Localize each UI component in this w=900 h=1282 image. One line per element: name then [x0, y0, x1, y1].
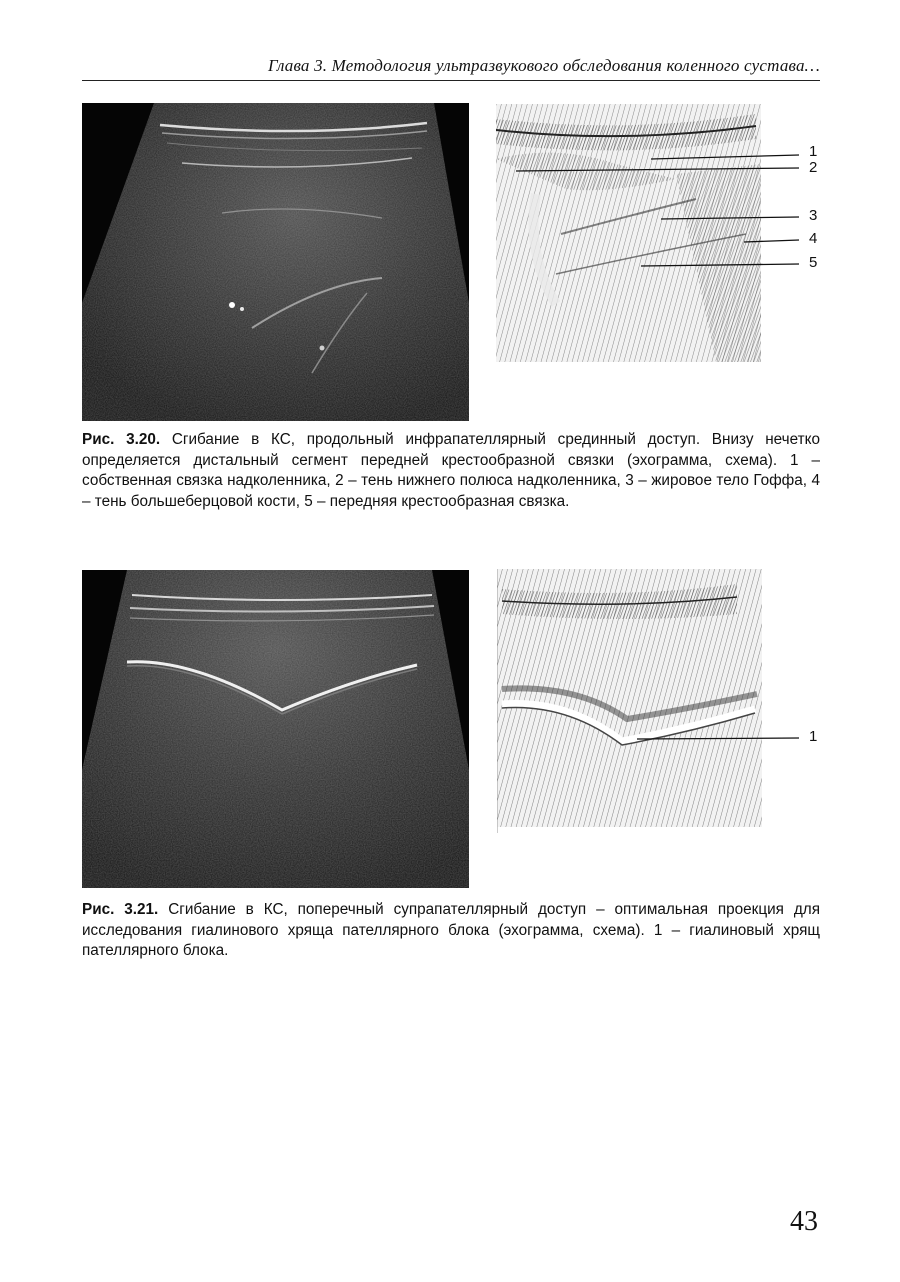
fig-3-20-callout-2: 2 — [809, 159, 818, 176]
running-header: Глава 3. Методология ультразвукового обследования коленного сустава… — [267, 56, 820, 75]
fig-3-21-caption — [82, 900, 820, 962]
fig-3-20-echogram — [82, 103, 469, 421]
fig-3-20-callout-5: 5 — [809, 254, 818, 271]
fig-3-21-label: Рис. 3.21. — [82, 901, 159, 918]
fig-3-20-caption-text: Сгибание в КС, продольный инфрапателлярный срединный доступ. Внизу нечетко определяется дистальный сегмент передней крестообразной связки (эхограмма, схема). 1 – собственная связка надколенника, 2 – тень нижнего полюса надколенника, 3 – жировое тело Гоффа, 4 – тень большеберцовой кости, 5 – передняя крестообразная связка. — [82, 431, 821, 510]
page-number: 43 — [790, 1206, 818, 1237]
fig-3-20-caption — [82, 430, 820, 512]
fig-3-20-label: Рис. 3.20. — [82, 431, 161, 448]
fig-3-21-leader-line — [497, 569, 807, 769]
fig-3-20-callout-4: 4 — [809, 230, 818, 247]
fig-3-21-echogram — [82, 570, 469, 888]
fig-3-21-callout-1: 1 — [809, 728, 818, 745]
fig-3-20-callout-1: 1 — [809, 143, 818, 160]
header-rule — [82, 80, 820, 81]
fig-3-21-caption-text: Сгибание в КС, поперечный супрапателлярный доступ – оптимальная проекция для исследования гиалинового хряща пателлярного блока (эхограмма, схема). 1 – гиалиновый хрящ пателлярного блока. — [82, 901, 821, 959]
fig-3-20-callout-3: 3 — [809, 207, 818, 224]
fig-3-20-leader-lines — [496, 104, 806, 284]
